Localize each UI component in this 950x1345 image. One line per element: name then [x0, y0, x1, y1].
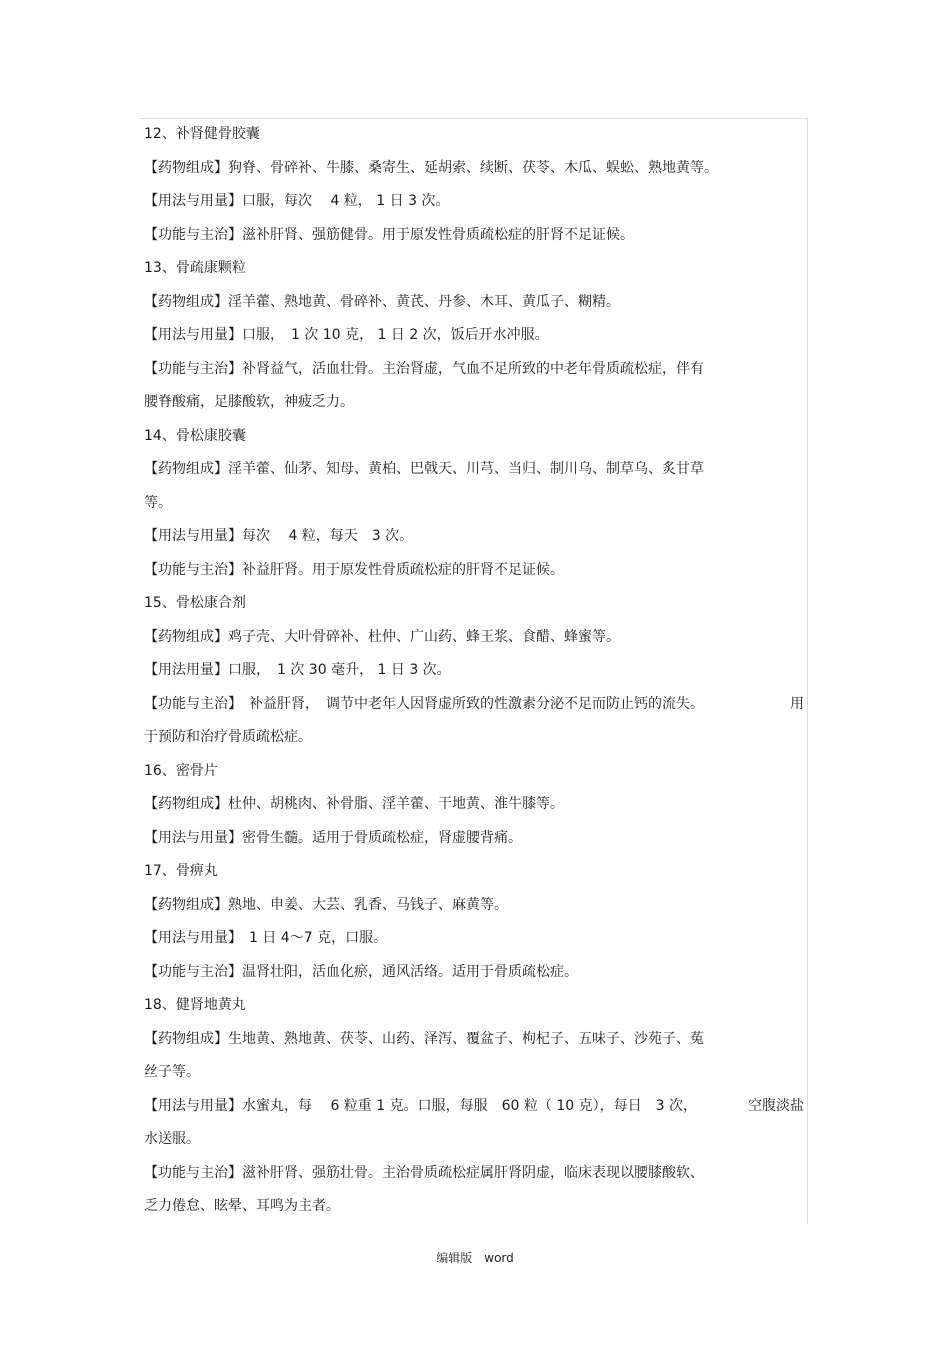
function-13-line2: 腰脊酸痛，足膝酸软，神疲乏力。	[144, 394, 354, 410]
dosage-12: 【用法与用量】口服，每次 4 粒， 1 日 3 次。	[144, 193, 450, 209]
heading-14: 14、骨松康胶囊	[144, 427, 246, 444]
ingredients-12: 【药物组成】狗脊、骨碎补、牛膝、桑寄生、延胡索、续断、茯苓、木瓜、蜈蚣、熟地黄等。	[144, 159, 718, 176]
dosage-14: 【用法与用量】每次 4 粒，每天 3 次。	[144, 528, 414, 544]
ingredients-16: 【药物组成】杜仲、胡桃肉、补骨脂、淫羊藿、干地黄、淮牛膝等。	[144, 796, 564, 812]
dosage-18-line2: 水送服。	[144, 1131, 200, 1147]
function-18-line1: 【功能与主治】滋补肝肾、强筋壮骨。主治骨质疏松症属肝肾阴虚，临床表现以腰膝酸软、	[144, 1164, 704, 1181]
heading-17: 17、骨痹丸	[144, 863, 218, 879]
function-15-line1	[144, 696, 804, 713]
heading-18: 18、健肾地黄丸	[144, 997, 246, 1013]
dosage-18-line1-left: 【用法与用量】水蜜丸，每 6 粒重 1 克。口服，每服 60 粒（ 10 克），每日 3 次，	[144, 1097, 697, 1114]
function-15-line1-right: 用	[790, 695, 804, 712]
dosage-18-line1-right: 空腹淡盐	[748, 1097, 804, 1114]
document-body	[144, 126, 804, 1232]
dosage-16: 【用法与用量】密骨生髓。适用于骨质疏松症，肾虚腰背痛。	[144, 829, 522, 846]
function-14: 【功能与主治】补益肝肾。用于原发性骨质疏松症的肝肾不足证候。	[144, 561, 564, 578]
ingredients-17: 【药物组成】熟地、申姜、大芸、乳香、马钱子、麻黄等。	[144, 896, 508, 913]
heading-13: 13、骨疏康颗粒	[144, 260, 246, 276]
dosage-17: 【用法与用量】 1 日 4～7 克，口服。	[144, 930, 388, 946]
function-12: 【功能与主治】滋补肝肾、强筋健骨。用于原发性骨质疏松症的肝肾不足证候。	[144, 226, 634, 243]
dosage-15: 【用法用量】口服， 1 次 30 毫升， 1 日 3 次。	[144, 662, 451, 678]
ingredients-13: 【药物组成】淫羊藿、熟地黄、骨碎补、黄芪、丹参、木耳、黄瓜子、糊精。	[144, 293, 620, 310]
heading-15: 15、骨松康合剂	[144, 595, 246, 611]
function-18-line2: 乏力倦怠、眩晕、耳鸣为主者。	[144, 1198, 340, 1214]
heading-12: 12、补肾健骨胶囊	[144, 126, 260, 142]
dosage-13: 【用法与用量】口服， 1 次 10 克， 1 日 2 次，饭后开水冲服。	[144, 327, 549, 343]
ingredients-14-line1: 【药物组成】淫羊藿、仙茅、知母、黄柏、巴戟天、川芎、当归、制川乌、制草乌、炙甘草	[144, 461, 704, 477]
ingredients-18-line1: 【药物组成】生地黄、熟地黄、茯苓、山药、泽泻、覆盆子、枸杞子、五味子、沙苑子、菟	[144, 1030, 704, 1047]
dosage-18-line1	[144, 1098, 804, 1115]
function-13-line1: 【功能与主治】补肾益气，活血壮骨。主治肾虚，气血不足所致的中老年骨质疏松症，伴有	[144, 360, 704, 377]
page-footer: 编辑版 word	[436, 1251, 514, 1265]
ingredients-14-line2: 等。	[144, 494, 172, 511]
ingredients-15: 【药物组成】鸡子壳、大叶骨碎补、杜仲、广山药、蜂王浆、食醋、蜂蜜等。	[144, 628, 620, 645]
function-15-line2: 于预防和治疗骨质疏松症。	[144, 729, 312, 745]
ingredients-18-line2: 丝子等。	[144, 1064, 200, 1080]
function-17: 【功能与主治】温肾壮阳，活血化瘀，通风活络。适用于骨质疏松症。	[144, 963, 578, 980]
function-15-line1-left: 【功能与主治】 补益肝肾， 调节中老年人因肾虚所致的性激素分泌不足而防止钙的流失。	[144, 695, 704, 712]
heading-16: 16、密骨片	[144, 762, 218, 779]
